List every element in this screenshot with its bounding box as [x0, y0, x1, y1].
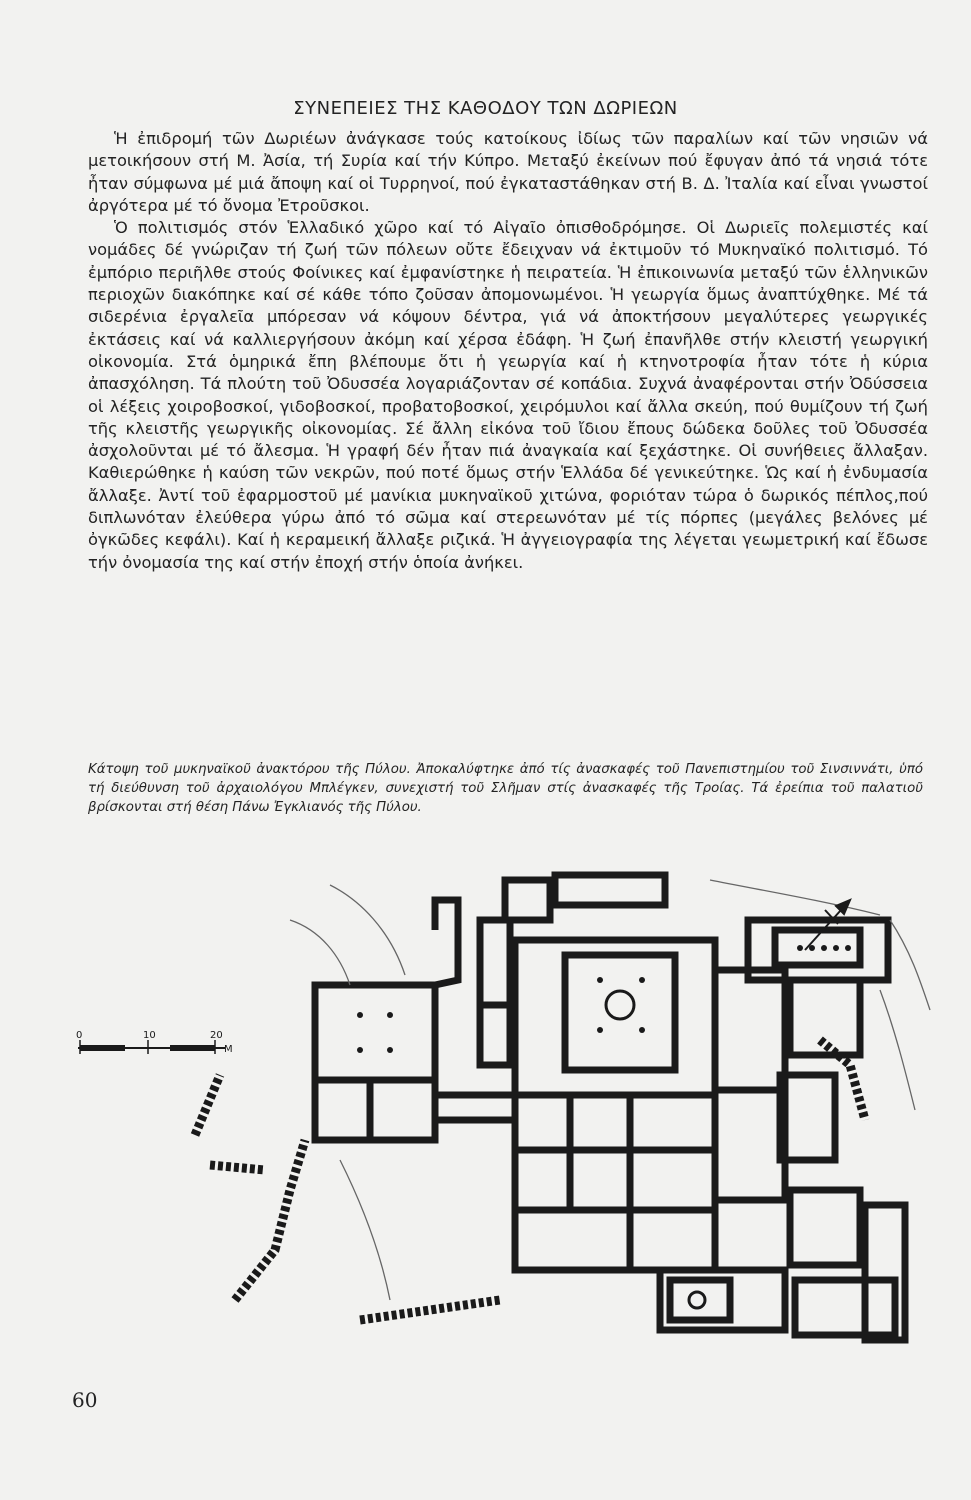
scale-label-10: 10 [143, 1030, 156, 1041]
scale-bar [76, 1030, 233, 1055]
section-heading: ΣΥΝΕΠΕΙΕΣ ΤΗΣ ΚΑΘΟΔΟΥ ΤΩΝ ΔΩΡΙΕΩΝ [293, 98, 678, 119]
scale-label-20: 20 [210, 1030, 223, 1041]
page-number: 60 [72, 1388, 98, 1412]
scale-label-0: 0 [76, 1030, 83, 1041]
palace-floor-plan [60, 860, 940, 1420]
body-text [88, 128, 928, 574]
paragraph-2: Ὁ πολιτισμός στόν Ἑλλαδικό χῶρο καί τό Αἰγαῖο ὀπισθοδρόμησε. Οἱ Δωριεῖς πολεμιστές καί νομάδες δέ γνώριζαν τή ζωή τῶν πόλεων οὔτε ἔδειχναν νά ἐκτιμοῦν τό Μυκηναϊκό πολιτισμό. Τό ἐμπόριο περιῆλθε στούς Φοίνικες καί ἐμφανίστηκε ἡ πειρατεία. Ἡ ἐπικοινωνία μεταξύ τῶν ἑλληνικῶν περιοχῶν διακόπηκε καί σέ κάθε τόπο ζοῦσαν ἀπομονωμένοι. Ἡ γεωργία ὅμως ἀναπτύχθηκε. Μέ τά σιδερένια ἐργαλεῖα μπόρεσαν νά κόψουν δέντρα, γιά νά ἀποκτήσουν μεγαλύτερες γεωργικές ἐκτάσεις καί νά καλλιεργήσουν ἀκόμη καί χέρσα ἐδάφη. Ἡ ζωή ἐπανῆλθε στήν κλειστή γεωργική οἰκονομία. Στά ὁμηρικά ἔπη βλέπουμε ὅτι ἡ γεωργία καί ἡ κτηνοτροφία ἦταν τότε ἡ κύρια ἀπασχόληση. Τά πλούτη τοῦ Ὀδυσσέα λογαριάζονταν σέ κοπάδια. Συχνά ἀναφέρονται στήν Ὀδύσσεια οἱ λέξεις χοιροβοσκοί, γιδοβοσκοί, προβατοβοσκοί, χειρόμυλοι καί ἄλλα σκεύη, πού θυμίζουν τή ζωή τῆς κλειστῆς γεωργικῆς οἰκονομίας. Σέ ἄλλη εἰκόνα τοῦ ἴδιου ἔπους δώδεκα δοῦλες τοῦ Ὀδυσσέα ἀσχολοῦνται μέ τό ἄλεσμα. Ἡ γραφή δέν ἦταν πιά ἀναγκαία καί ξεχάστηκε. Οἱ συνήθειες ἄλλαξαν. Καθιερώθηκε ἡ καύση τῶν νεκρῶν, πού ποτέ ὅμως στήν Ἑλλάδα δέ γενικεύτηκε. Ὡς καί ἡ ἐνδυμασία ἄλλαξε. Ἀντί τοῦ ἐφαρμοστοῦ μέ μανίκια μυκηναϊκοῦ χιτώνα, φοριόταν τώρα ὁ δωρικός πέπλος,πού διπλωνόταν ἐλεύθερα γύρω ἀπό τό σῶμα καί στερεωνόταν μέ τίς πόρπες (μεγάλες βελόνες μέ ὀγκῶδες κεφάλι). Καί ἡ κεραμεική ἄλλαξε ριζικά. Ἡ ἀγγειογραφία της λέγεται γεωμετρική καί ἔδωσε τήν ὀνομασία της καί στήν ἐποχή στήν ὁποία ἀνήκει. [88, 218, 928, 572]
paragraph-1: Ἡ ἐπιδρομή τῶν Δωριέων ἀνάγκασε τούς κατοίκους ἰδίως τῶν παραλίων καί τῶν νησιῶν νά μετοικήσουν στή Μ. Ἀσία, τή Συρία καί τήν Κύπρο. Μεταξύ ἐκείνων πού ἔφυγαν ἀπό τά νησιά τότε ἦταν σύμφωνα μέ μιά ἄποψη καί οἱ Τυρρηνοί, πού ἐγκαταστάθηκαν στή Β. Δ. Ἰταλία καί εἶναι γνωστοί ἀργότερα μέ τό ὄνομα Ἐτροῦσκοι. [88, 129, 928, 215]
figure-caption: Κάτοψη τοῦ μυκηναϊκοῦ ἀνακτόρου τῆς Πύλου. Ἀποκαλύφτηκε ἀπό τίς ἀνασκαφές τοῦ Πανεπιστημίου τοῦ Σινσιννάτι, ὑπό τή διεύθυνση τοῦ ἀρχαιολόγου Μπλέγκεν, συνεχιστή τοῦ Σλῆμαν στίς ἀνασκαφές τῆς Τροίας. Τά ἐρείπια τοῦ παλατιοῦ βρίσκονται στή θέση Πάνω Ἐγκλιανός τῆς Πύλου. [88, 762, 923, 815]
scale-unit: M [224, 1044, 233, 1055]
